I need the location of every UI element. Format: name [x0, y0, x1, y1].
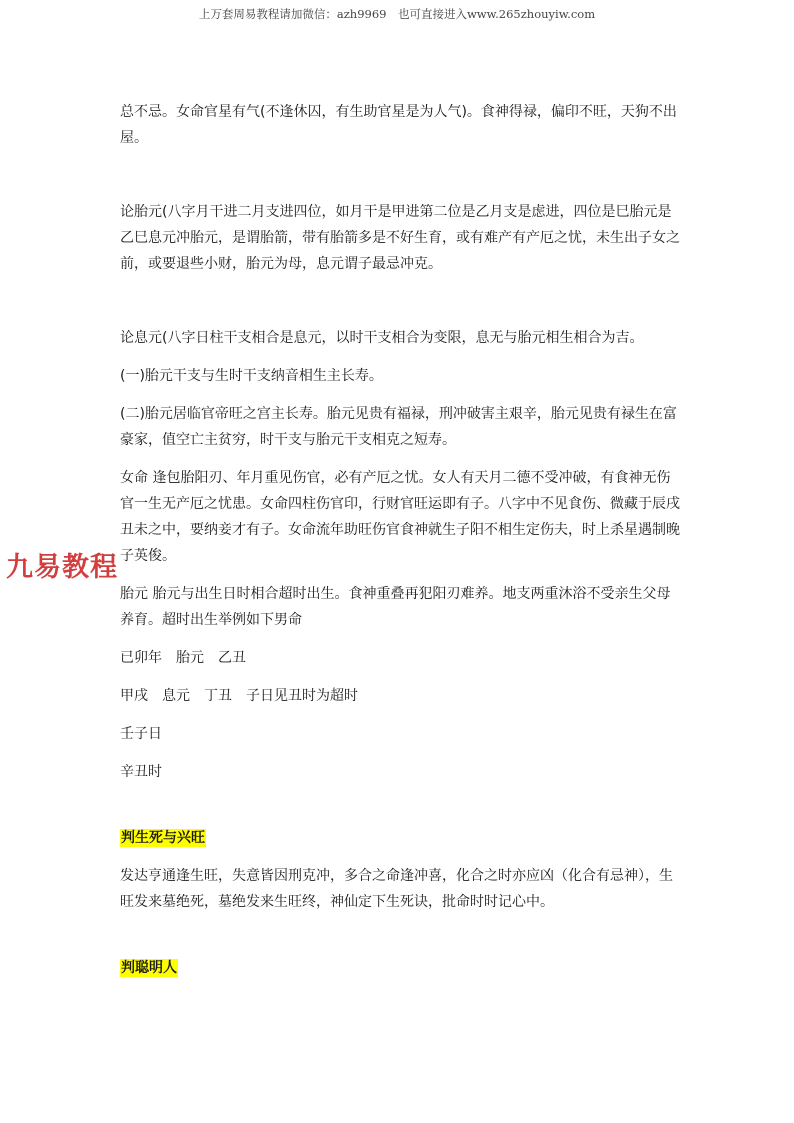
paragraph: 甲戌 息元 丁丑 子日见丑时为超时	[120, 688, 358, 704]
document-body	[120, 99, 680, 981]
paragraph: (二)胎元居临官帝旺之宫主长寿。胎元见贵有福禄，刑冲破害主艰辛，胎元见贵有禄生在富豪家，值空亡主贫穷，时干支与胎元干支相克之短寿。	[120, 406, 677, 448]
paragraph: 论胎元(八字月干进二月支进四位，如月干是甲进第二位是乙月支是虑进，四位是巳胎元是乙巳息元冲胎元，是谓胎箭，带有胎箭多是不好生育，或有难产有产厄之忧，未生出子女之前，或要退些小财，胎元为母，息元谓子最忌冲克。	[120, 204, 680, 272]
section-heading-text: 判生死与兴旺	[121, 830, 205, 846]
paragraph: 胎元 胎元与出生日时相合超时出生。食神重叠再犯阳刃难养。地支两重沐浴不受亲生父母养育。超时出生举例如下男命	[120, 586, 671, 628]
paragraph: 总不忌。女命官星有气(不逢休囚，有生助官星是为人气)。食神得禄，偏印不旺，天狗不出屋。	[120, 104, 677, 146]
section-heading	[120, 825, 680, 851]
section-heading-text: 判聪明人	[121, 960, 177, 976]
paragraph: 已卯年 胎元 乙丑	[120, 650, 246, 666]
paragraph: 女命 逢包胎阳刃、年月重见伤官，必有产厄之忧。女人有天月二德不受冲破，有食神无伤官一生无产厄之忧患。女命四柱伤官印，行财官旺运即有子。八字中不见食伤、微藏于辰戌丑未之中，要纳妾才有子。女命流年助旺伤官食神就生子阳不相生定伤夫，时上杀星遇制晚子英俊。	[120, 470, 680, 564]
paragraph: 辛丑时	[120, 764, 162, 780]
paragraph: 发达亨通逢生旺，失意皆因刑克冲，多合之命逢冲喜，化合之时亦应凶（化合有忌神），生旺发来墓绝死，墓绝发来生旺终，神仙定下生死诀，批命时时记心中。	[120, 868, 673, 910]
header-note: 上万套周易教程请加微信：azh9969 也可直接进入www.265zhouyiw.com	[198, 7, 596, 21]
paragraph: 壬子日	[120, 726, 162, 742]
watermark-logo: 九易教程	[6, 552, 118, 583]
paragraph: (一)胎元干支与生时干支纳音相生主长寿。	[120, 368, 383, 384]
section-heading	[120, 955, 680, 981]
paragraph: 论息元(八字日柱干支相合是息元，以时干支相合为变限，息无与胎元相生相合为吉。	[120, 330, 644, 346]
